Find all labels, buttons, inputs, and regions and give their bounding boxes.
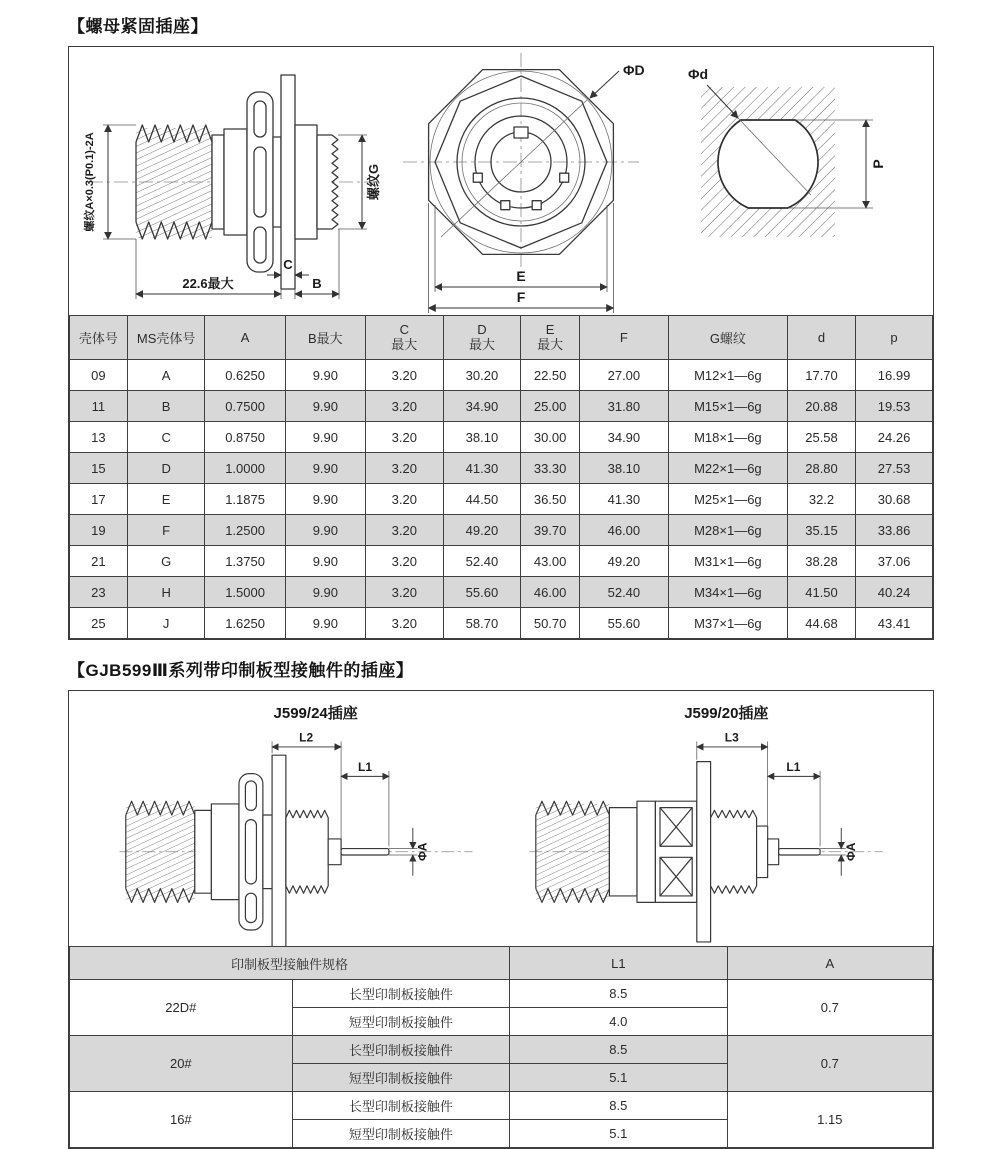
table-cell: 44.50: [443, 484, 521, 515]
table-cell: 25: [70, 608, 128, 639]
table-cell: 09: [70, 360, 128, 391]
table-cell: 49.20: [443, 515, 521, 546]
phi-a-label: ΦA: [844, 842, 859, 862]
column-header-l1: L1: [510, 947, 727, 980]
contact-type-cell: 短型印制板接触件: [292, 1120, 509, 1148]
table-cell: 1.3750: [205, 546, 285, 577]
table-cell: 1.6250: [205, 608, 285, 639]
table-cell: G: [127, 546, 205, 577]
table-cell: 39.70: [521, 515, 580, 546]
phi-d-small-label: Φd: [688, 66, 709, 82]
table-row: [70, 484, 933, 515]
contact-type-cell: 短型印制板接触件: [292, 1064, 509, 1092]
dim-b-label: B: [312, 276, 322, 291]
table-cell: 22.50: [521, 360, 580, 391]
table-cell: 36.50: [521, 484, 580, 515]
table-cell: M25×1—6g: [668, 484, 787, 515]
column-header: G螺纹: [668, 316, 787, 360]
table-row: [70, 515, 933, 546]
table-cell: 38.10: [443, 422, 521, 453]
table-cell: 9.90: [285, 391, 365, 422]
l1-value-cell: 8.5: [510, 1092, 727, 1120]
phi-d-label: ΦD: [623, 62, 645, 78]
table-cell: 3.20: [365, 360, 443, 391]
l1-value-cell: 5.1: [510, 1120, 727, 1148]
section2-panel: [68, 690, 934, 1149]
table-cell: A: [127, 360, 205, 391]
table-cell: E: [127, 484, 205, 515]
table-row: [70, 391, 933, 422]
table-row: [70, 360, 933, 391]
table-cell: 17.70: [787, 360, 855, 391]
thread-g-label: 螺纹G: [366, 163, 381, 201]
table-cell: 41.50: [787, 577, 855, 608]
thread-spec-label: 螺纹A×0.3(P0.1)-2A: [84, 132, 96, 232]
table-cell: 44.68: [787, 608, 855, 639]
side-view-drawing: [79, 47, 389, 315]
table-cell: 30.00: [521, 422, 580, 453]
table-cell: 3.20: [365, 453, 443, 484]
table-cell: 43.00: [521, 546, 580, 577]
table-cell: 15: [70, 453, 128, 484]
table-cell: 0.6250: [205, 360, 285, 391]
a-value-cell: 0.7: [727, 980, 932, 1036]
table-cell: D: [127, 453, 205, 484]
table-cell: 3.20: [365, 608, 443, 639]
table-cell: 9.90: [285, 453, 365, 484]
table-cell: 27.00: [579, 360, 668, 391]
pcb-table-body: [70, 980, 933, 1148]
shell-size-table: [69, 315, 933, 639]
dim-l2-label: L2: [298, 730, 313, 745]
phi-a-label: ΦA: [415, 842, 430, 862]
table-cell: 9.90: [285, 546, 365, 577]
table-cell: 34.90: [579, 422, 668, 453]
section2-drawings: [69, 691, 933, 946]
contact-type-cell: 短型印制板接触件: [292, 1008, 509, 1036]
table-cell: 0.7500: [205, 391, 285, 422]
table-cell: M34×1—6g: [668, 577, 787, 608]
table-cell: 3.20: [365, 577, 443, 608]
dim-e-label: E: [516, 268, 526, 284]
table-cell: 46.00: [579, 515, 668, 546]
table-cell: F: [127, 515, 205, 546]
j599-20-title: J599/20插座: [684, 705, 769, 722]
j599-20-drawing: [522, 723, 890, 946]
section2-title: 【GJB599Ⅲ系列带印制板型接触件的插座】: [68, 661, 414, 680]
table-cell: 55.60: [443, 577, 521, 608]
section1-drawings: [69, 47, 933, 315]
table-cell: 16.99: [856, 360, 933, 391]
table-cell: 17: [70, 484, 128, 515]
table-cell: 21: [70, 546, 128, 577]
table-cell: J: [127, 608, 205, 639]
table-cell: 33.86: [856, 515, 933, 546]
table-cell: 3.20: [365, 546, 443, 577]
table-cell: 25.00: [521, 391, 580, 422]
table-cell: 11: [70, 391, 128, 422]
table-cell: M31×1—6g: [668, 546, 787, 577]
l1-value-cell: 5.1: [510, 1064, 727, 1092]
table-cell: 27.53: [856, 453, 933, 484]
table-cell: 3.20: [365, 422, 443, 453]
table-cell: 9.90: [285, 484, 365, 515]
contact-type-cell: 长型印制板接触件: [292, 980, 509, 1008]
table-cell: 3.20: [365, 484, 443, 515]
table-cell: 52.40: [579, 577, 668, 608]
column-header: d: [787, 316, 855, 360]
table-cell: 1.2500: [205, 515, 285, 546]
table-cell: 24.26: [856, 422, 933, 453]
shell-table-head-row: [70, 316, 933, 360]
table-cell: 3.20: [365, 391, 443, 422]
dim-c-label: C: [283, 257, 293, 272]
table-cell: 38.10: [579, 453, 668, 484]
a-value-cell: 0.7: [727, 1036, 932, 1092]
table-cell: 35.15: [787, 515, 855, 546]
table-cell: M37×1—6g: [668, 608, 787, 639]
table-cell: M15×1—6g: [668, 391, 787, 422]
table-cell: 33.30: [521, 453, 580, 484]
table-row: [70, 1092, 933, 1120]
l1-value-cell: 8.5: [510, 1036, 727, 1064]
front-view-drawing: [391, 47, 681, 315]
table-cell: 40.24: [856, 577, 933, 608]
table-cell: 38.28: [787, 546, 855, 577]
dim-l3-label: L3: [725, 730, 740, 745]
table-cell: 13: [70, 422, 128, 453]
column-header: D 最大: [443, 316, 521, 360]
table-cell: 32.2: [787, 484, 855, 515]
column-header: p: [856, 316, 933, 360]
table-cell: 25.58: [787, 422, 855, 453]
table-cell: 43.41: [856, 608, 933, 639]
table-cell: 9.90: [285, 422, 365, 453]
table-cell: H: [127, 577, 205, 608]
table-cell: 1.5000: [205, 577, 285, 608]
contact-size-cell: 16#: [70, 1092, 293, 1148]
table-cell: 9.90: [285, 577, 365, 608]
dim-l1-label: L1: [357, 759, 372, 774]
table-cell: 37.06: [856, 546, 933, 577]
table-cell: M18×1—6g: [668, 422, 787, 453]
shell-table-body: [70, 360, 933, 639]
j599-24-title: J599/24插座: [273, 705, 358, 722]
panel-cutout-drawing: [683, 47, 923, 315]
table-cell: M28×1—6g: [668, 515, 787, 546]
table-row: [70, 546, 933, 577]
column-header: MS壳体号: [127, 316, 205, 360]
column-header: C 最大: [365, 316, 443, 360]
column-header: E 最大: [521, 316, 580, 360]
table-row: [70, 608, 933, 639]
table-cell: 1.1875: [205, 484, 285, 515]
contact-size-cell: 20#: [70, 1036, 293, 1092]
table-cell: 58.70: [443, 608, 521, 639]
table-cell: 46.00: [521, 577, 580, 608]
table-cell: 23: [70, 577, 128, 608]
column-header-spec: 印制板型接触件规格: [70, 947, 510, 980]
table-row: [70, 1036, 933, 1064]
table-cell: 0.8750: [205, 422, 285, 453]
j599-20-block: [522, 693, 890, 946]
length-label: 22.6最大: [182, 276, 234, 291]
table-cell: 41.30: [579, 484, 668, 515]
dim-f-label: F: [516, 289, 526, 305]
table-cell: M12×1—6g: [668, 360, 787, 391]
table-cell: 55.60: [579, 608, 668, 639]
section1-title: 【螺母紧固插座】: [68, 17, 208, 36]
table-cell: 28.80: [787, 453, 855, 484]
table-cell: 49.20: [579, 546, 668, 577]
table-cell: 9.90: [285, 515, 365, 546]
column-header: 壳体号: [70, 316, 128, 360]
table-row: [70, 577, 933, 608]
table-row: [70, 422, 933, 453]
section1-panel: [68, 46, 934, 640]
table-cell: 34.90: [443, 391, 521, 422]
table-cell: 19: [70, 515, 128, 546]
table-cell: C: [127, 422, 205, 453]
table-cell: 9.90: [285, 360, 365, 391]
a-value-cell: 1.15: [727, 1092, 932, 1148]
table-cell: 20.88: [787, 391, 855, 422]
dim-l1-label: L1: [786, 759, 801, 774]
column-header: B最大: [285, 316, 365, 360]
table-cell: 30.20: [443, 360, 521, 391]
pcb-contact-table: [69, 946, 933, 1148]
contact-size-cell: 22D#: [70, 980, 293, 1036]
l1-value-cell: 8.5: [510, 980, 727, 1008]
contact-type-cell: 长型印制板接触件: [292, 1036, 509, 1064]
j599-24-block: [112, 693, 480, 946]
table-cell: 9.90: [285, 608, 365, 639]
column-header: F: [579, 316, 668, 360]
table-cell: 19.53: [856, 391, 933, 422]
l1-value-cell: 4.0: [510, 1008, 727, 1036]
column-header: A: [205, 316, 285, 360]
table-cell: 1.0000: [205, 453, 285, 484]
table-cell: 31.80: [579, 391, 668, 422]
table-cell: 3.20: [365, 515, 443, 546]
dim-p-label: P: [870, 159, 886, 169]
column-header-a: A: [727, 947, 932, 980]
table-cell: 52.40: [443, 546, 521, 577]
j599-24-drawing: [112, 723, 480, 946]
table-row: [70, 453, 933, 484]
table-cell: 30.68: [856, 484, 933, 515]
table-cell: 41.30: [443, 453, 521, 484]
table-row: [70, 980, 933, 1008]
pcb-table-head-row: [70, 947, 933, 980]
table-cell: 50.70: [521, 608, 580, 639]
contact-type-cell: 长型印制板接触件: [292, 1092, 509, 1120]
table-cell: M22×1—6g: [668, 453, 787, 484]
table-cell: B: [127, 391, 205, 422]
